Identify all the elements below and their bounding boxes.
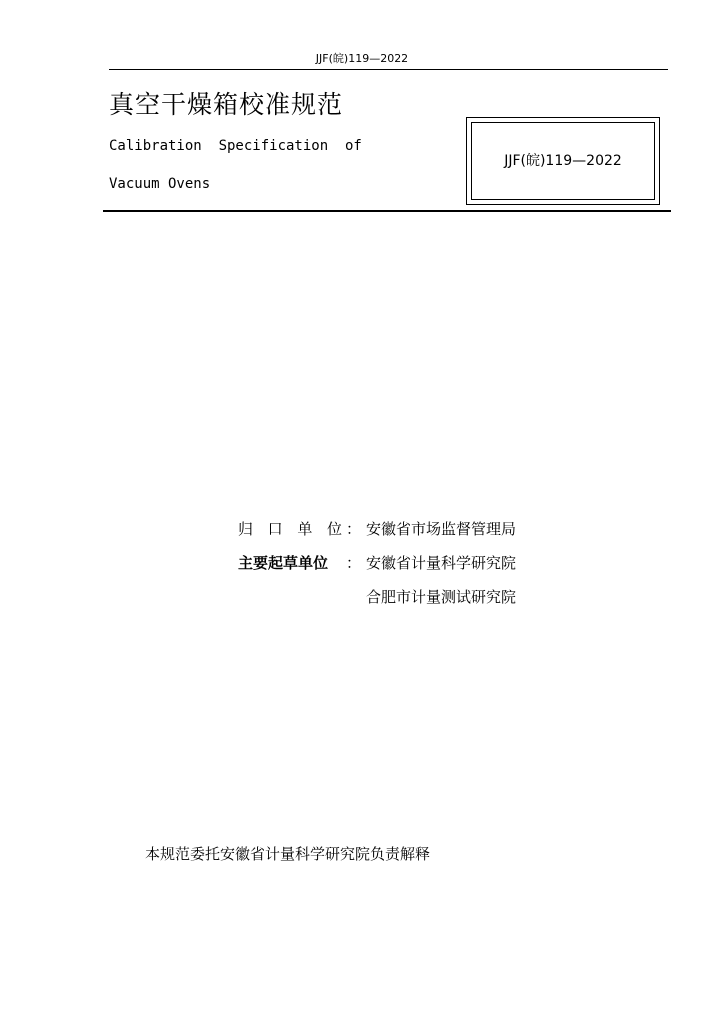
header-standard-code: JJF(皖)119—2022 [315, 52, 409, 65]
authority-colon: ： [346, 520, 362, 538]
drafting-value-2: 合肥市计量测试研究院 [366, 588, 517, 606]
drafting-colon: ： [346, 554, 362, 572]
title-english-line-2: Vacuum Ovens [109, 176, 211, 192]
authority-label [238, 518, 342, 540]
interpretation-note: 本规范委托安徽省计量科学研究院负责解释 [145, 845, 431, 863]
authority-label-char: 单 [297, 520, 313, 538]
drafting-label: 主要起草单位 [238, 554, 329, 572]
authority-value: 安徽省市场监督管理局 [366, 520, 517, 538]
authority-label-char: 位 [326, 520, 342, 538]
title-english-line-1: Calibration Specification of [109, 138, 362, 154]
code-box [471, 122, 655, 200]
code-box-text: JJF(皖)119—2022 [504, 153, 622, 169]
title-divider [103, 210, 671, 212]
drafting-value-1: 安徽省计量科学研究院 [366, 554, 517, 572]
header-divider [109, 69, 668, 70]
authority-label-char: 口 [267, 520, 283, 538]
authority-label-char: 归 [238, 520, 254, 538]
title-chinese: 真空干燥箱校准规范 [109, 90, 344, 119]
